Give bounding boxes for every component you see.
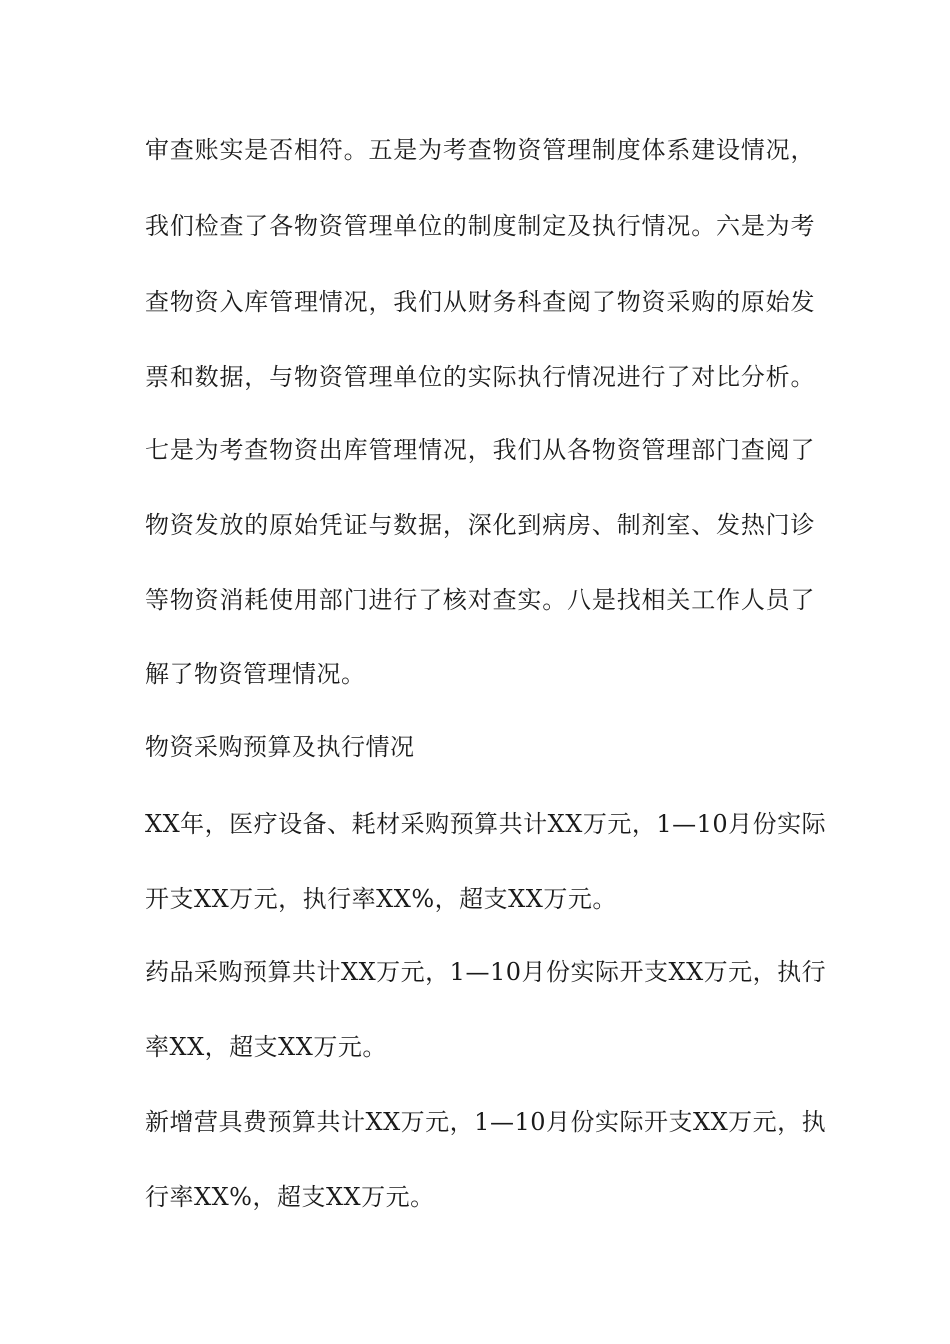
paragraph-line: 查物资入库管理情况，我们从财务科查阅了物资采购的原始发 bbox=[145, 288, 815, 316]
paragraph-line: 药品采购预算共计XX万元，1—10月份实际开支XX万元，执行 bbox=[145, 958, 827, 986]
paragraph-line: 率XX，超支XX万元。 bbox=[145, 1033, 387, 1061]
paragraph-line: 七是为考查物资出库管理情况，我们从各物资管理部门查阅了 bbox=[145, 436, 815, 464]
paragraph-line: 我们检查了各物资管理单位的制度制定及执行情况。六是为考 bbox=[145, 212, 815, 240]
paragraph-line: 行率XX%，超支XX万元。 bbox=[145, 1183, 435, 1211]
paragraph-line: 等物资消耗使用部门进行了核对查实。八是找相关工作人员了 bbox=[145, 586, 815, 614]
paragraph-line: 解了物资管理情况。 bbox=[145, 660, 366, 688]
section-heading: 物资采购预算及执行情况 bbox=[145, 733, 415, 761]
paragraph-line: 审查账实是否相符。五是为考查物资管理制度体系建设情况， bbox=[145, 136, 815, 164]
paragraph-line: XX年，医疗设备、耗材采购预算共计XX万元，1—10月份实际 bbox=[145, 810, 827, 838]
paragraph-line: 新增营具费预算共计XX万元，1—10月份实际开支XX万元，执 bbox=[145, 1108, 827, 1136]
paragraph-line: 票和数据，与物资管理单位的实际执行情况进行了对比分析。 bbox=[145, 363, 815, 391]
paragraph-line: 物资发放的原始凭证与数据，深化到病房、制剂室、发热门诊 bbox=[145, 511, 815, 539]
paragraph-line: 开支XX万元，执行率XX%，超支XX万元。 bbox=[145, 885, 617, 913]
